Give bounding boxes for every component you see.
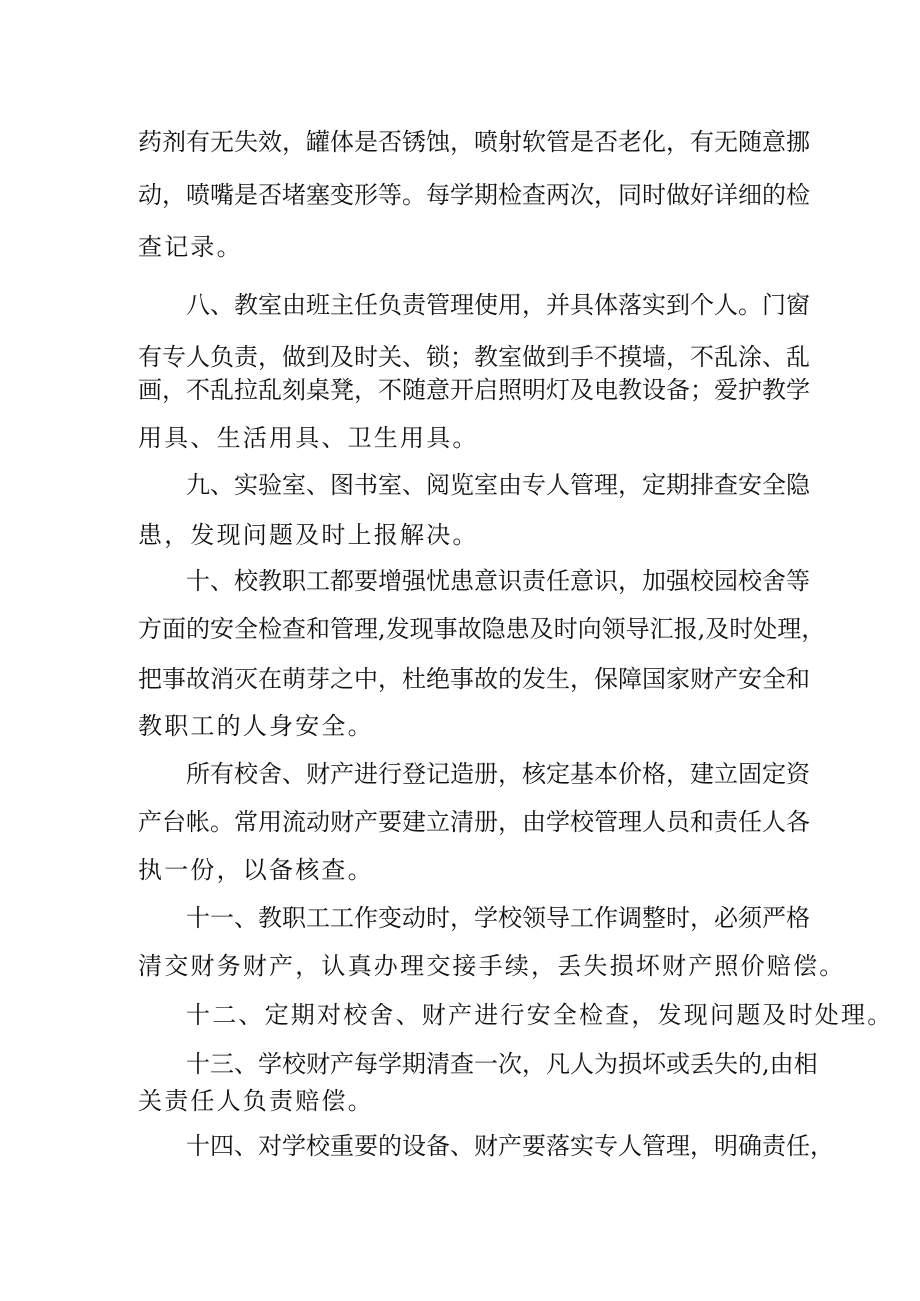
text-line: 关责任人负责赔偿。 xyxy=(138,1087,374,1115)
text-line: 十四、对学校重要的设备、财产要落实专人管理，明确责任， xyxy=(186,1132,834,1160)
text-line: 把事故消灭在萌芽之中，杜绝事故的发生，保障国家财产安全和 xyxy=(138,665,810,693)
text-line: 画，不乱拉乱刻桌凳，不随意开启照明灯及电教设备；爱护教学 xyxy=(138,376,810,404)
text-line: 十一、教职工工作变动时，学校领导工作调整时，必须严格 xyxy=(186,904,810,932)
text-line: 查记录。 xyxy=(138,233,243,261)
text-line: 教职工的人身安全。 xyxy=(138,712,374,740)
text-line: 患，发现问题及时上报解决。 xyxy=(138,521,479,549)
text-line: 执一份，以备核查。 xyxy=(138,856,374,884)
text-line: 九、实验室、图书室、阅览室由专人管理，定期排查安全隐 xyxy=(186,471,810,499)
text-line: 十二、定期对校舍、财产进行安全检查，发现问题及时处理。 xyxy=(186,1001,894,1029)
text-line: 方面的安全检查和管理,发现事故隐患及时向领导汇报,及时处理， xyxy=(138,615,826,643)
text-line: 产台帐。常用流动财产要建立清册，由学校管理人员和责任人各 xyxy=(138,808,810,836)
text-line: 十三、学校财产每学期清查一次，凡人为损坏或丢失的,由相 xyxy=(186,1050,818,1078)
text-line: 所有校舍、财产进行登记造册，核定基本价格，建立固定资 xyxy=(186,760,810,788)
text-line: 八、教室由班主任负责管理使用，并具体落实到个人。门窗 xyxy=(186,291,810,319)
text-line: 十、校教职工都要增强忧患意识责任意识，加强校园校舍等 xyxy=(186,567,810,595)
text-line: 有专人负责，做到及时关、锁；教室做到手不摸墙，不乱涂、乱 xyxy=(138,343,810,371)
text-line: 清交财务财产，认真办理交接手续，丢失损坏财产照价赔偿。 xyxy=(138,952,846,980)
text-line: 药剂有无失效，罐体是否锈蚀，喷射软管是否老化，有无随意挪 xyxy=(138,128,810,156)
text-line: 用具、生活用具、卫生用具。 xyxy=(138,424,479,452)
text-line: 动，喷嘴是否堵塞变形等。每学期检查两次，同时做好详细的检 xyxy=(138,181,810,209)
